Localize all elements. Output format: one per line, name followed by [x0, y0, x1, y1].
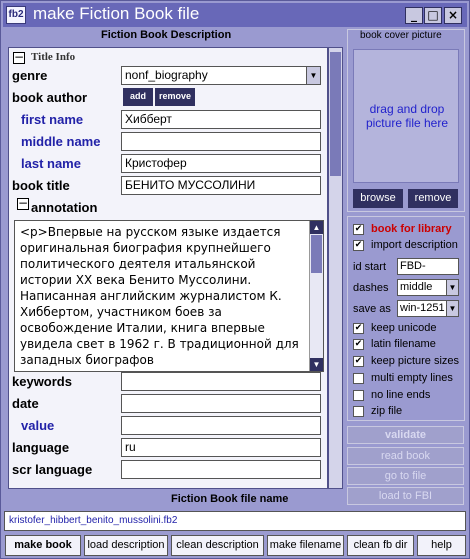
make-filename-button[interactable]: make filename	[267, 535, 344, 556]
keep-picture-sizes-label: keep picture sizes	[371, 355, 460, 367]
read-book-button[interactable]: read book	[347, 447, 464, 465]
dashes-label: dashes	[353, 282, 389, 294]
no-line-ends-checkbox[interactable]	[353, 390, 364, 401]
clean-description-button[interactable]: clean description	[171, 535, 264, 556]
last-name-field[interactable]: Кристофер	[121, 154, 321, 173]
help-button[interactable]: help	[417, 535, 466, 556]
annotation-label: annotation	[31, 200, 98, 215]
id-start-field[interactable]: FBD-	[397, 258, 459, 275]
genre-label: genre	[12, 68, 48, 83]
keywords-field[interactable]	[121, 372, 321, 391]
first-name-label: first name	[21, 112, 84, 127]
annotation-scroll-thumb[interactable]	[311, 235, 322, 273]
first-name-field[interactable]: Хибберт	[121, 110, 321, 129]
language-field[interactable]: ru	[121, 438, 321, 457]
remove-author-button[interactable]: remove	[155, 88, 195, 106]
middle-name-field[interactable]	[121, 132, 321, 151]
language-label: language	[12, 440, 70, 455]
load-description-button[interactable]: load description	[84, 535, 168, 556]
annotation-scrollbar[interactable]	[309, 221, 323, 371]
genre-value: nonf_biography	[125, 68, 208, 82]
import-description-checkbox[interactable]: ✔	[354, 240, 363, 250]
minimize-button[interactable]: _	[405, 7, 423, 24]
id-start-label: id start	[353, 261, 387, 273]
latin-filename-label: latin filename	[371, 338, 436, 350]
save-as-value: win-1251	[400, 302, 445, 314]
keep-picture-sizes-checkbox[interactable]: ✔	[354, 356, 363, 366]
dashes-select[interactable]	[397, 279, 459, 296]
form-scroll-thumb[interactable]	[330, 52, 341, 176]
no-line-ends-label: no line ends	[371, 389, 431, 401]
last-name-label: last name	[21, 156, 81, 171]
zip-file-checkbox[interactable]	[353, 406, 364, 417]
genre-select[interactable]	[121, 66, 321, 85]
book-for-library-label: book for library	[371, 223, 452, 235]
keywords-label: keywords	[12, 374, 72, 389]
multi-empty-lines-checkbox[interactable]	[353, 373, 364, 384]
date-field[interactable]	[121, 394, 321, 413]
add-author-button[interactable]: add	[123, 88, 153, 106]
scr-language-field[interactable]	[121, 460, 321, 479]
description-section-title: Fiction Book Description	[101, 29, 232, 41]
dashes-dropdown-icon[interactable]: ▼	[446, 280, 458, 295]
browse-button[interactable]: browse	[353, 189, 403, 208]
dashes-value: middle	[400, 281, 433, 293]
date-value-label: value	[21, 418, 55, 433]
maximize-button[interactable]: □	[424, 7, 442, 24]
load-to-fbi-button[interactable]: load to FBI	[347, 487, 464, 505]
clean-fb-dir-button[interactable]: clean fb dir	[347, 535, 414, 556]
scroll-up-icon[interactable]: ▲	[310, 221, 323, 234]
book-author-label: book author	[12, 90, 88, 105]
date-label: date	[12, 396, 39, 411]
title-info-label: Title Info	[31, 51, 76, 63]
window-title: make Fiction Book file	[33, 4, 200, 23]
cover-hint: drag and drop picture file here	[365, 102, 449, 130]
import-description-label: import description	[371, 239, 458, 251]
go-to-file-button[interactable]: go to file	[347, 467, 464, 485]
keep-unicode-checkbox[interactable]: ✔	[354, 323, 363, 333]
annotation-textarea[interactable]	[14, 220, 324, 372]
zip-file-label: zip file	[371, 405, 403, 417]
scroll-down-icon[interactable]: ▼	[310, 358, 323, 371]
file-name-field[interactable]: kristofer_hibbert_benito_mussolini.fb2	[4, 511, 466, 531]
book-for-library-checkbox[interactable]: ✔	[354, 224, 363, 234]
file-name-title: Fiction Book file name	[171, 493, 289, 505]
annotation-collapse-button[interactable]: −	[18, 196, 29, 210]
book-title-field[interactable]: БЕНИТО МУССОЛИНИ	[121, 176, 321, 195]
title-bar	[3, 3, 467, 27]
app-logo-icon: fb2	[6, 6, 26, 24]
annotation-text: <p>Впервые на русском языке издается оригинальная биография крупнейшего политического деятеля итальянской истории ХХ века Бенито Муссолини. Написанная английским журналистом К. Хиббертом, участником боев за освобождение Италии, книга впервые увидела свет в 1962 г. В традиционной для западных биографов	[20, 225, 299, 367]
cover-title: book cover picture	[360, 30, 442, 41]
make-book-button[interactable]: make book	[5, 535, 81, 556]
title-info-collapse-button[interactable]: −	[14, 50, 25, 64]
book-title-label: book title	[12, 178, 70, 193]
validate-button[interactable]: validate	[347, 426, 464, 444]
latin-filename-checkbox[interactable]: ✔	[354, 339, 363, 349]
multi-empty-lines-label: multi empty lines	[371, 372, 453, 384]
date-value-field[interactable]	[121, 416, 321, 435]
close-button[interactable]: ×	[444, 7, 462, 24]
keep-unicode-label: keep unicode	[371, 322, 437, 334]
save-as-dropdown-icon[interactable]: ▼	[446, 301, 458, 316]
description-form	[8, 47, 328, 489]
genre-dropdown-icon[interactable]: ▼	[306, 67, 320, 84]
middle-name-label: middle name	[21, 134, 101, 149]
save-as-label: save as	[353, 303, 391, 315]
cover-drop-zone[interactable]	[353, 49, 459, 183]
remove-cover-button[interactable]: remove	[408, 189, 458, 208]
save-as-select[interactable]	[397, 300, 459, 317]
scr-language-label: scr language	[12, 462, 93, 477]
form-scrollbar[interactable]	[328, 47, 343, 489]
